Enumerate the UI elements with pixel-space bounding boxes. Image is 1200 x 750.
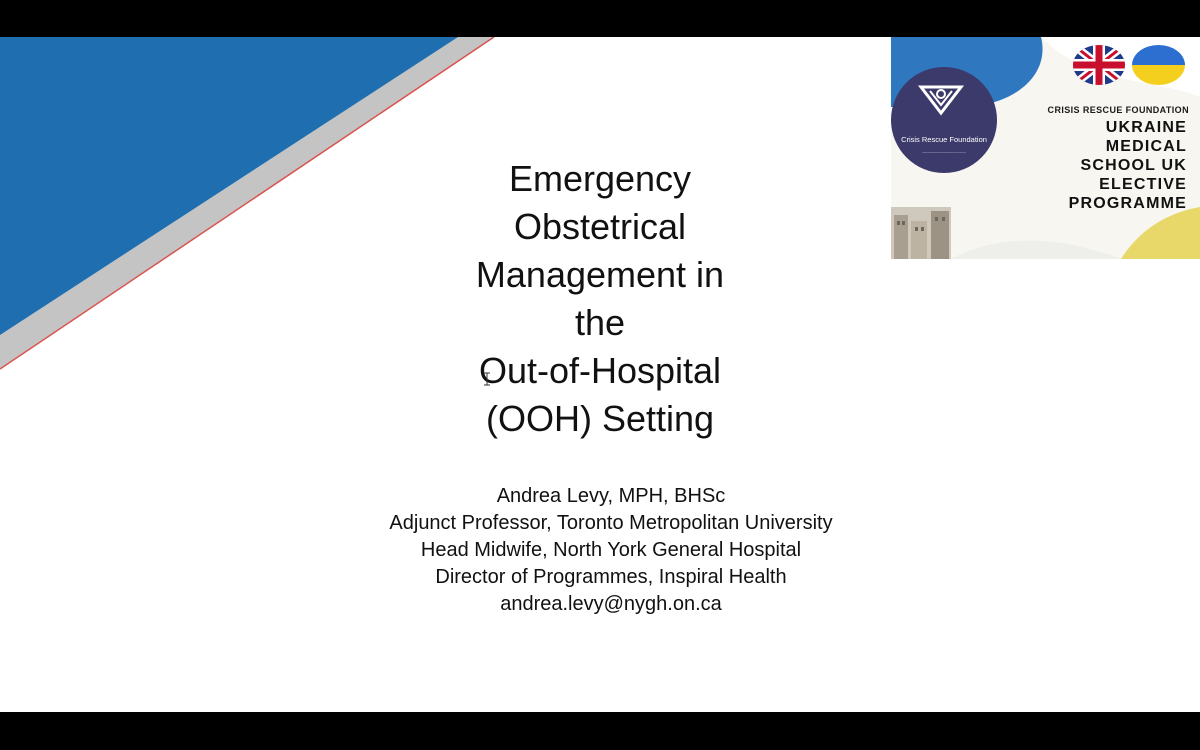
crisis-rescue-logo-icon	[916, 81, 966, 117]
title-line: Emergency	[508, 158, 692, 199]
crisis-rescue-logo	[891, 67, 997, 173]
author-name: Andrea Levy, MPH, BHSc	[496, 485, 726, 507]
programme-line: UKRAINE	[1105, 119, 1187, 136]
title-line: the	[574, 302, 626, 343]
ukraine-flag-icon	[1131, 44, 1186, 86]
text-cursor-icon	[483, 372, 491, 386]
author-role: Head Midwife, North York General Hospital	[420, 539, 802, 561]
uk-flag-icon	[1072, 44, 1126, 86]
programme-line: SCHOOL UK	[1080, 157, 1187, 174]
programme-line: MEDICAL	[1105, 138, 1187, 155]
presentation-slide	[0, 37, 1200, 712]
foundation-name: CRISIS RESCUE FOUNDATION	[1047, 105, 1189, 115]
logo-name: Crisis Rescue Foundation	[901, 135, 987, 144]
title-line: Management in	[475, 254, 725, 295]
logo-tagline: ~~~~~~~~~~~~~~~~~~	[922, 150, 966, 155]
corner-blue-triangle	[0, 37, 458, 335]
programme-line: PROGRAMME	[1068, 195, 1187, 212]
author-role: Director of Programmes, Inspiral Health	[435, 566, 787, 588]
city-photo-strip	[891, 207, 951, 259]
slide-title	[400, 155, 800, 443]
title-line: Out-of-Hospital	[478, 350, 722, 391]
title-line: Obstetrical	[513, 206, 687, 247]
programme-banner	[891, 37, 1200, 259]
programme-title	[1019, 118, 1187, 213]
author-email: andrea.levy@nygh.on.ca	[500, 593, 722, 615]
author-role: Adjunct Professor, Toronto Metropolitan University	[389, 512, 833, 534]
programme-line: ELECTIVE	[1099, 176, 1187, 193]
title-line: (OOH) Setting	[485, 398, 715, 439]
author-block	[300, 483, 922, 618]
